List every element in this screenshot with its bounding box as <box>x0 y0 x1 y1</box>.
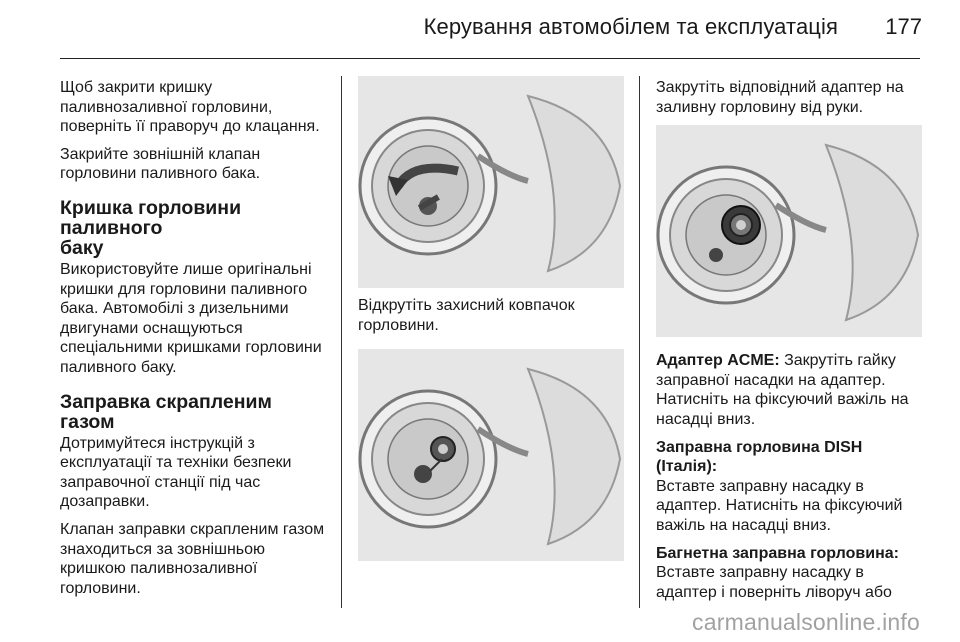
illustration-adapter-fitted <box>358 349 624 561</box>
watermark: carmanualsonline.info <box>692 609 920 635</box>
label-dish: Заправна горловина DISH (Італія): <box>656 438 863 476</box>
column-divider-1 <box>341 76 342 608</box>
column-right <box>656 78 926 610</box>
page-header <box>0 0 960 60</box>
heading-lpg-refuelling: Заправка скрапленим газом <box>60 390 272 433</box>
text-dish: Вставте заправну насадку в адаптер. Натисніть на фіксуючий важіль на насадці вниз. <box>656 477 903 534</box>
column-middle <box>358 76 626 561</box>
column-left <box>60 78 330 606</box>
column-divider-2 <box>639 76 640 608</box>
paragraph-safety: Дотримуйтеся інструкцій з експлуатації та техніки безпеки заправочної станції під час дозаправки. <box>60 434 292 511</box>
page-number: 177 <box>885 14 922 39</box>
paragraph-lpg-valve: Клапан заправки скрапленим газом знаходиться за зовнішньою кришкою паливнозаливної горловини. <box>60 520 325 597</box>
text-bayonet: Вставте заправну насадку в адаптер і поверніть ліворуч або <box>656 564 892 601</box>
paragraph-close-cap: Щоб закрити кришку паливнозаливної горловини, поверніть її праворуч до клацання. <box>60 79 320 136</box>
illustration-unscrew-cap <box>358 76 624 288</box>
illustration-screw-adapter <box>656 125 922 337</box>
paragraph-acme <box>656 351 926 429</box>
text-acme: Закрутіть гайку заправної насадки на адаптер. Натисніть на фіксуючий важіль на насадці вниз. <box>656 352 909 428</box>
paragraph-close-flap: Закрийте зовнішній клапан горловини паливного бака. <box>60 145 261 183</box>
label-bayonet: Багнетна заправна горловина: <box>656 544 899 562</box>
paragraph-original-caps: Використовуйте лише оригінальні кришки для горловини паливного бака. Автомобілі з дизельними двигунами оснащуються спеціальними кришками горловини паливного баку. <box>60 260 322 376</box>
heading-fuel-cap: Кришка горловини паливного баку <box>60 196 242 259</box>
page-title: Керування автомобілем та експлуатація <box>423 14 838 39</box>
label-acme: Адаптер ACME: <box>656 352 780 370</box>
paragraph-screw-adapter: Закрутіть відповідний адаптер на заливну горловину від руки. <box>656 79 904 116</box>
paragraph-dish <box>656 438 926 536</box>
header-rule <box>60 58 920 59</box>
paragraph-bayonet <box>656 544 926 603</box>
caption-unscrew-cap: Відкрутіть захисний ковпачок горловини. <box>358 297 575 334</box>
